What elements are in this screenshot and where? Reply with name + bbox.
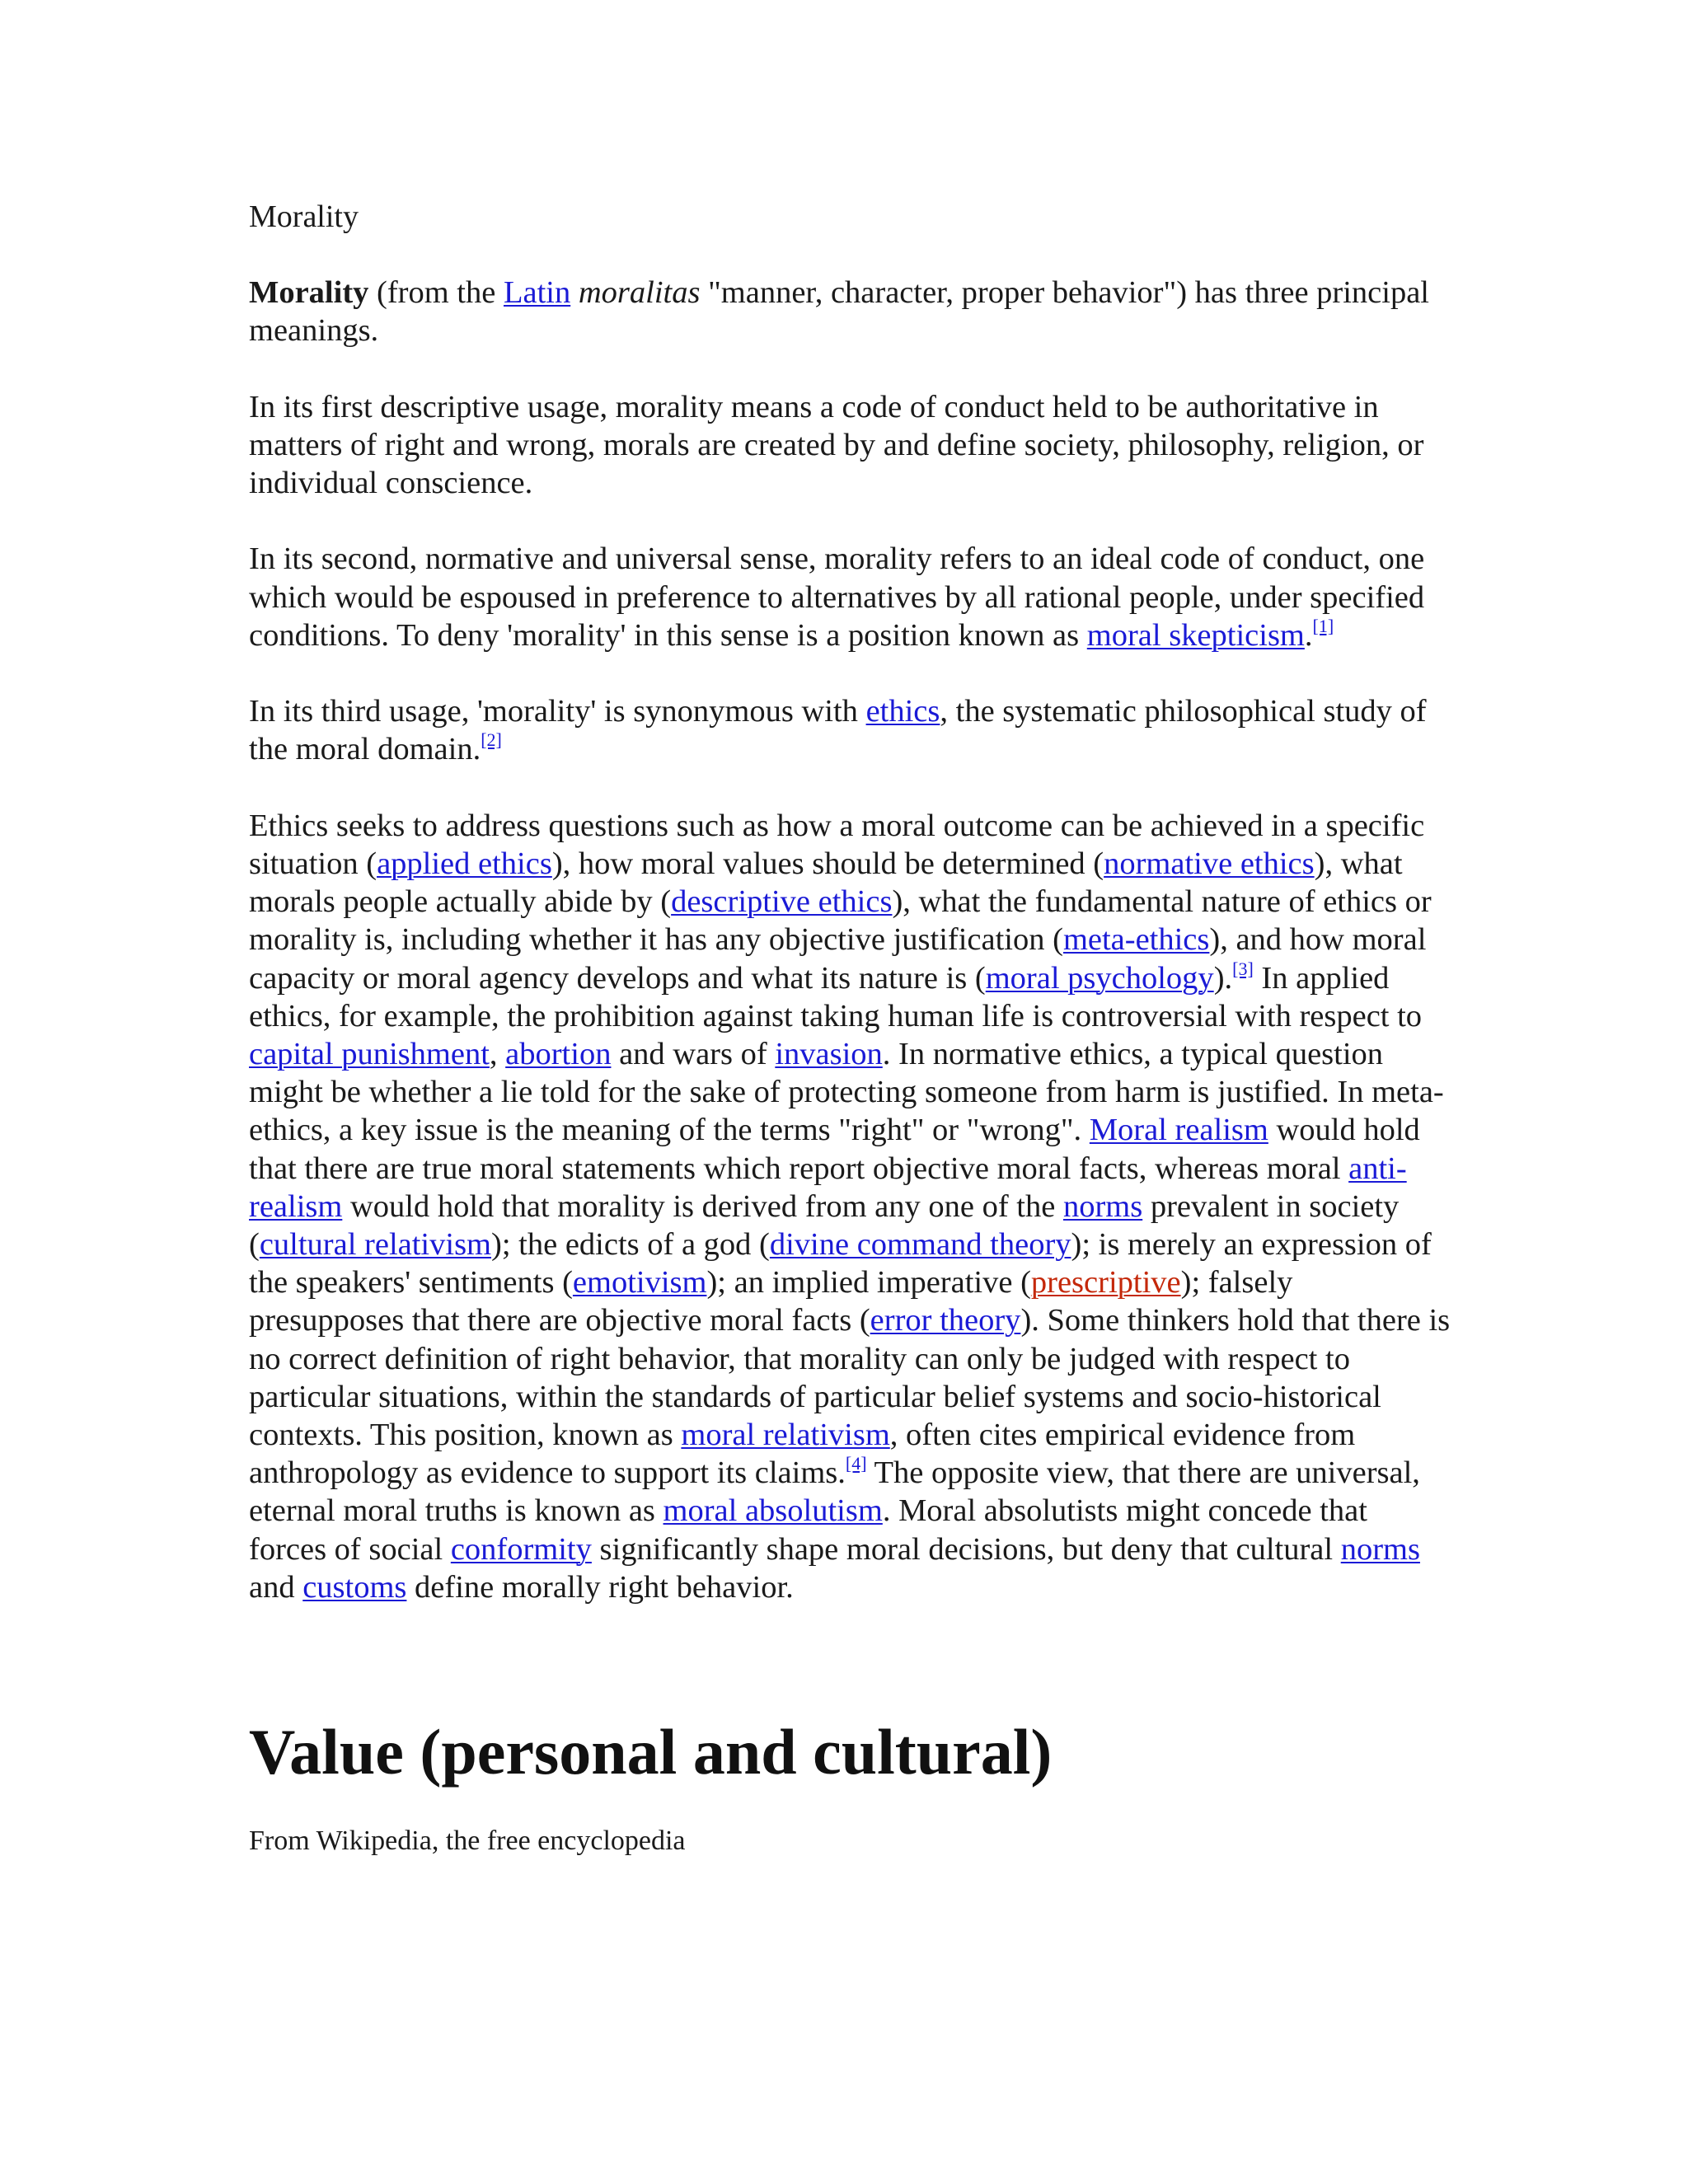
link-moral-skepticism[interactable]: moral skepticism bbox=[1086, 617, 1305, 653]
section-heading: Value (personal and cultural) bbox=[249, 1716, 1053, 1788]
reference-2-link[interactable]: [2] bbox=[481, 729, 502, 751]
paragraph-first-usage: In its first descriptive usage, morality means a code of conduct held to be authoritative in matters of right and wrong, morals are created by and define society, philosophy, religion, or individual conscience. bbox=[249, 389, 1424, 500]
link-emotivism[interactable]: emotivism bbox=[572, 1265, 707, 1301]
text-run: ); falsely presupposes that there are objective moral facts ( bbox=[249, 1265, 1293, 1338]
text-run: ); an implied imperative ( bbox=[706, 1265, 1031, 1301]
link-divine-command-theory[interactable]: divine command theory bbox=[769, 1227, 1071, 1263]
text-run: ), what the fundamental nature of ethics or morality is, including whether it has any objective justification ( bbox=[249, 884, 1432, 958]
text-run: . Moral absolutists might concede that forces of social bbox=[249, 1493, 1367, 1567]
reference-1-link[interactable]: [1] bbox=[1312, 615, 1334, 636]
text-run: , often cites empirical evidence from anthropology as evidence to support its claims. bbox=[249, 1418, 1356, 1491]
link-conformity[interactable]: conformity bbox=[450, 1531, 592, 1567]
link-applied-ethics[interactable]: applied ethics bbox=[377, 846, 552, 881]
text-run: (from the bbox=[368, 275, 504, 310]
text-run: The opposite view, that there are universal, eternal moral truths is known as bbox=[249, 1455, 1420, 1529]
link-abortion[interactable]: abortion bbox=[505, 1037, 612, 1071]
text-run: ), what morals people actually abide by ( bbox=[249, 846, 1403, 920]
reference-3-link[interactable]: [3] bbox=[1232, 958, 1254, 979]
text-run: , bbox=[489, 1037, 506, 1071]
section-tagline: From Wikipedia, the free encyclopedia bbox=[249, 1825, 686, 1857]
text-run: would hold that morality is derived from any one of the bbox=[342, 1188, 1063, 1224]
link-moral-realism[interactable]: Moral realism bbox=[1089, 1113, 1268, 1148]
text-run: ); the edicts of a god ( bbox=[491, 1227, 770, 1263]
link-customs[interactable]: customs bbox=[302, 1569, 407, 1605]
link-moral-relativism[interactable]: moral relativism bbox=[681, 1418, 890, 1453]
link-moral-psychology[interactable]: moral psychology bbox=[985, 960, 1214, 996]
bold-term: Morality bbox=[249, 275, 369, 310]
text-run: and bbox=[249, 1569, 303, 1605]
link-norms[interactable]: norms bbox=[1340, 1531, 1420, 1567]
text-run: ); is merely an expression of the speakers' sentiments ( bbox=[249, 1227, 1432, 1301]
reference-4-link[interactable]: [4] bbox=[845, 1453, 867, 1474]
text-run: prevalent in society ( bbox=[249, 1188, 1400, 1263]
article-page bbox=[249, 198, 1452, 1858]
text-run: ). Some thinkers hold that there is no correct definition of right behavior, that morality can only be judged with respect to particular situations, within the standards of particular belief systems and socio-historical contexts. This position, known as bbox=[249, 1303, 1451, 1453]
text-run: In applied ethics, for example, the prohibition against taking human life is controversial with respect to bbox=[249, 960, 1423, 1033]
reference-3[interactable] bbox=[1232, 958, 1254, 979]
link-error-theory[interactable]: error theory bbox=[870, 1303, 1021, 1338]
italic-latin-word: moralitas bbox=[578, 275, 701, 310]
text-run: . In normative ethics, a typical question might be whether a lie told for the sake of protecting someone from harm is justified. In meta-ethics, a key issue is the meaning of the terms "right" or "wrong". bbox=[249, 1037, 1444, 1148]
link-normative-ethics[interactable]: normative ethics bbox=[1104, 846, 1315, 881]
text-run: ), how moral values should be determined ( bbox=[551, 846, 1104, 881]
text-run: . bbox=[1304, 617, 1313, 653]
link-prescriptive[interactable]: prescriptive bbox=[1030, 1265, 1181, 1301]
paragraph-intro bbox=[249, 274, 1452, 349]
page-title: Morality bbox=[249, 199, 359, 234]
paragraph-second-usage bbox=[249, 540, 1452, 654]
text-run: Ethics seeks to address questions such as how a moral outcome can be achieved in a specific situation ( bbox=[249, 808, 1425, 881]
link-meta-ethics[interactable]: meta-ethics bbox=[1062, 922, 1210, 958]
link-anti-realism[interactable]: anti-realism bbox=[249, 1151, 1407, 1224]
paragraph-third-usage bbox=[249, 692, 1452, 768]
text-run: In its second, normative and universal sense, morality refers to an ideal code of conduct, one which would be espoused in preference to alternatives by all rational people, under specified conditions. To deny 'morality' in this sense is a position known as bbox=[249, 541, 1425, 653]
link-ethics[interactable]: ethics bbox=[865, 694, 940, 729]
text-run: "manner, character, proper behavior") has three principal meanings. bbox=[249, 275, 1429, 349]
link-cultural-relativism[interactable]: cultural relativism bbox=[259, 1227, 492, 1263]
text-run: , the systematic philosophical study of the moral domain. bbox=[249, 694, 1427, 767]
text-run: significantly shape moral decisions, but deny that cultural bbox=[591, 1531, 1341, 1567]
reference-4[interactable] bbox=[846, 1453, 867, 1474]
text-run: ). bbox=[1213, 960, 1233, 996]
link-capital-punishment[interactable]: capital punishment bbox=[249, 1037, 490, 1071]
reference-1[interactable] bbox=[1313, 616, 1334, 636]
link-moral-absolutism[interactable]: moral absolutism bbox=[663, 1493, 883, 1529]
text-run bbox=[570, 275, 579, 310]
text-run: define morally right behavior. bbox=[406, 1569, 794, 1605]
text-run: and wars of bbox=[611, 1037, 776, 1071]
text-run: ), and how moral capacity or moral agency develops and what its nature is ( bbox=[249, 922, 1427, 996]
link-descriptive-ethics[interactable]: descriptive ethics bbox=[671, 884, 893, 920]
text-run: would hold that there are true moral statements which report objective moral facts, whereas moral bbox=[249, 1113, 1420, 1186]
paragraph-ethics bbox=[249, 807, 1452, 1606]
link-norms[interactable]: norms bbox=[1062, 1188, 1143, 1224]
reference-2[interactable] bbox=[481, 729, 502, 750]
link-invasion[interactable]: invasion bbox=[775, 1037, 883, 1071]
link-latin[interactable]: Latin bbox=[503, 275, 571, 310]
text-run: In its third usage, 'morality' is synonymous with bbox=[249, 694, 866, 729]
